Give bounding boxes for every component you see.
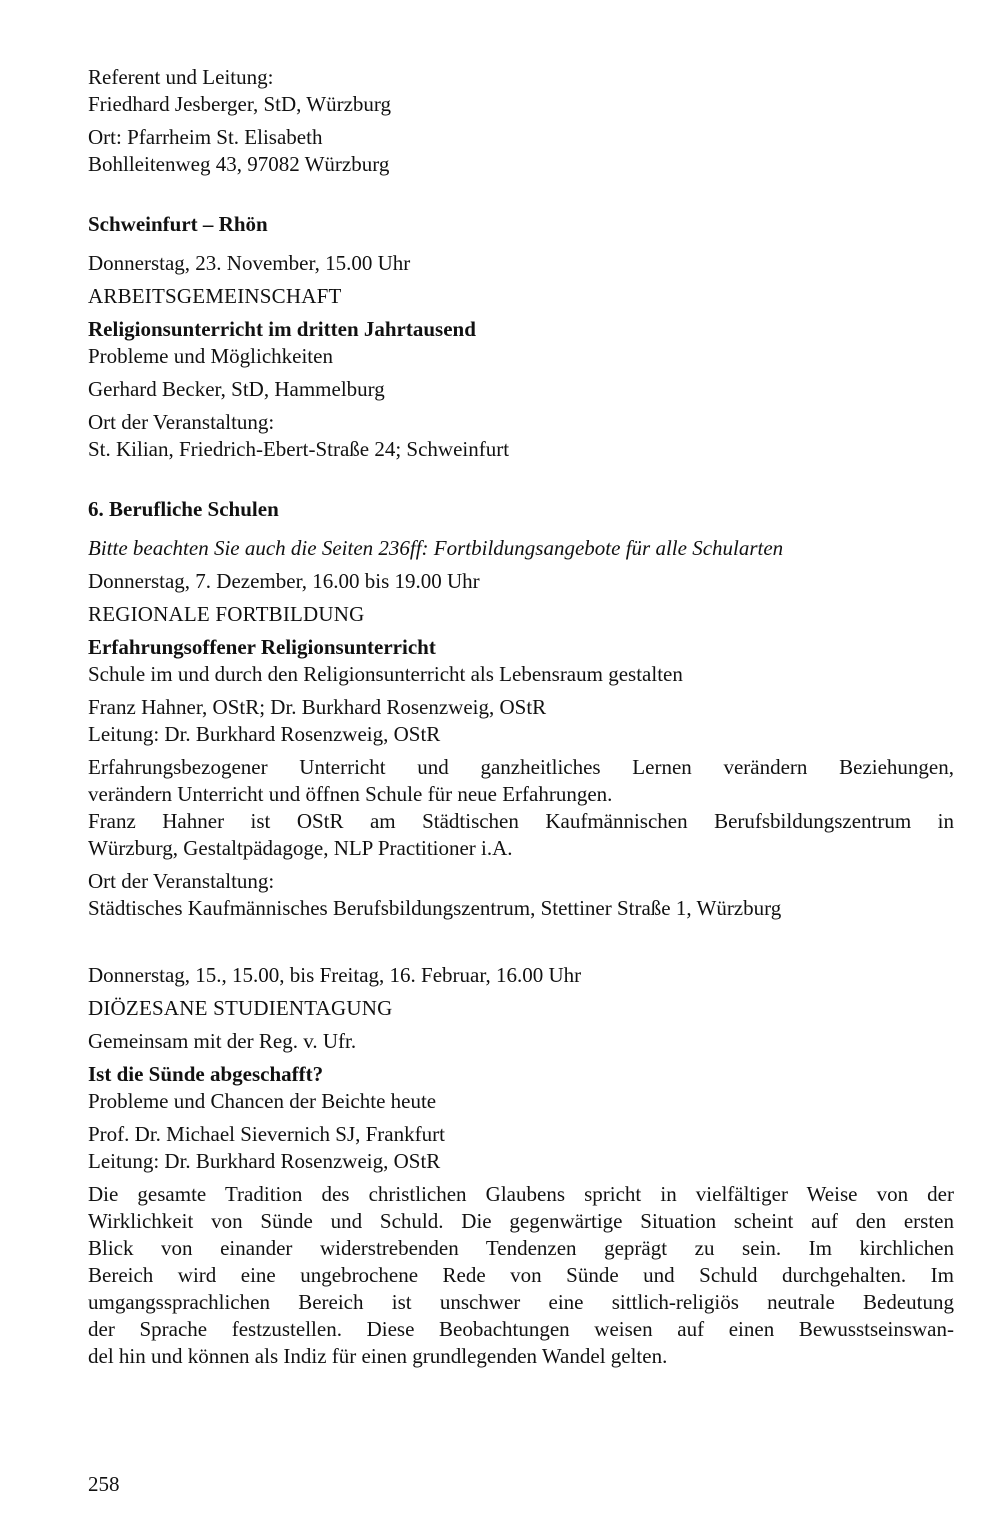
description-line: del hin und können als Indiz für einen grundlegenden Wandel gelten.	[88, 1344, 668, 1368]
description-line: Franz Hahner ist OStR am Städtischen Kaufmännischen Berufsbildungszentrum in	[88, 809, 954, 833]
event-type: DIÖZESANE STUDIENTAGUNG	[88, 996, 393, 1020]
description-line: Wirklichkeit von Sünde und Schuld. Die gegenwärtige Situation scheint auf den ersten	[88, 1209, 954, 1233]
section-heading-berufliche-schulen: 6. Berufliche Schulen	[88, 497, 279, 521]
referent-label: Referent und Leitung:	[88, 65, 274, 89]
note-italic: Bitte beachten Sie auch die Seiten 236ff: Fortbildungsangebote für alle Schularten	[88, 536, 784, 560]
event-description	[88, 754, 954, 862]
intro-block	[88, 64, 954, 178]
venue: Städtisches Kaufmännisches Berufsbildungszentrum, Stettiner Straße 1, Würzburg	[88, 896, 782, 920]
venue: St. Kilian, Friedrich-Ebert-Straße 24; Schweinfurt	[88, 437, 510, 461]
event-date: Donnerstag, 7. Dezember, 16.00 bis 19.00 Uhr	[88, 569, 480, 593]
description-line: Blick von einander widerstrebenden Tendenzen geprägt zu sein. Im kirchlichen	[88, 1236, 954, 1260]
event-speaker: Prof. Dr. Michael Sievernich SJ, Frankfurt	[88, 1122, 445, 1146]
description-line: Würzburg, Gestaltpädagoge, NLP Practitioner i.A.	[88, 836, 513, 860]
description-line: Bereich wird eine ungebrochene Rede von Sünde und Schuld durchgehalten. Im	[88, 1263, 954, 1287]
event-joint: Gemeinsam mit der Reg. v. Ufr.	[88, 1029, 357, 1053]
page-number: 258	[88, 1472, 120, 1496]
event-regionale-fortbildung	[88, 568, 954, 922]
event-title: Ist die Sünde abgeschafft?	[88, 1062, 324, 1086]
description-line: Erfahrungsbezogener Unterricht und ganzheitliches Lernen verändern Beziehungen,	[88, 755, 954, 779]
venue-label: Ort der Veranstaltung:	[88, 410, 275, 434]
event-title: Erfahrungsoffener Religionsunterricht	[88, 635, 436, 659]
event-speaker: Gerhard Becker, StD, Hammelburg	[88, 377, 385, 401]
section-heading-schweinfurt: Schweinfurt – Rhön	[88, 212, 268, 236]
description-line: verändern Unterricht und öffnen Schule für neue Erfahrungen.	[88, 782, 613, 806]
event-speakers: Franz Hahner, OStR; Dr. Burkhard Rosenzweig, OStR	[88, 695, 547, 719]
page-content	[88, 64, 954, 1370]
venue-label: Ort der Veranstaltung:	[88, 869, 275, 893]
ort-address: Bohlleitenweg 43, 97082 Würzburg	[88, 152, 390, 176]
event-leitung: Leitung: Dr. Burkhard Rosenzweig, OStR	[88, 1149, 441, 1173]
event-date: Donnerstag, 23. November, 15.00 Uhr	[88, 251, 411, 275]
event-description	[88, 1181, 954, 1370]
description-line: Die gesamte Tradition des christlichen Glaubens spricht in vielfältiger Weise von der	[88, 1182, 954, 1206]
description-line: umgangssprachlichen Bereich ist unschwer eine sittlich-religiös neutrale Bedeutung	[88, 1290, 954, 1314]
event-type: REGIONALE FORTBILDUNG	[88, 602, 365, 626]
ort-line: Ort: Pfarrheim St. Elisabeth	[88, 125, 323, 149]
event-dioezesane-studientagung	[88, 962, 954, 1370]
event-date: Donnerstag, 15., 15.00, bis Freitag, 16. Februar, 16.00 Uhr	[88, 963, 582, 987]
event-title: Religionsunterricht im dritten Jahrtausend	[88, 317, 476, 341]
referent-name: Friedhard Jesberger, StD, Würzburg	[88, 92, 392, 116]
description-line: der Sprache festzustellen. Diese Beobachtungen weisen auf einen Bewusstseinswan-	[88, 1317, 954, 1341]
event-leitung: Leitung: Dr. Burkhard Rosenzweig, OStR	[88, 722, 441, 746]
event-subtitle: Probleme und Möglichkeiten	[88, 344, 333, 368]
event-subtitle: Schule im und durch den Religionsunterricht als Lebensraum gestalten	[88, 662, 683, 686]
event-type: ARBEITSGEMEINSCHAFT	[88, 284, 342, 308]
event-subtitle: Probleme und Chancen der Beichte heute	[88, 1089, 437, 1113]
